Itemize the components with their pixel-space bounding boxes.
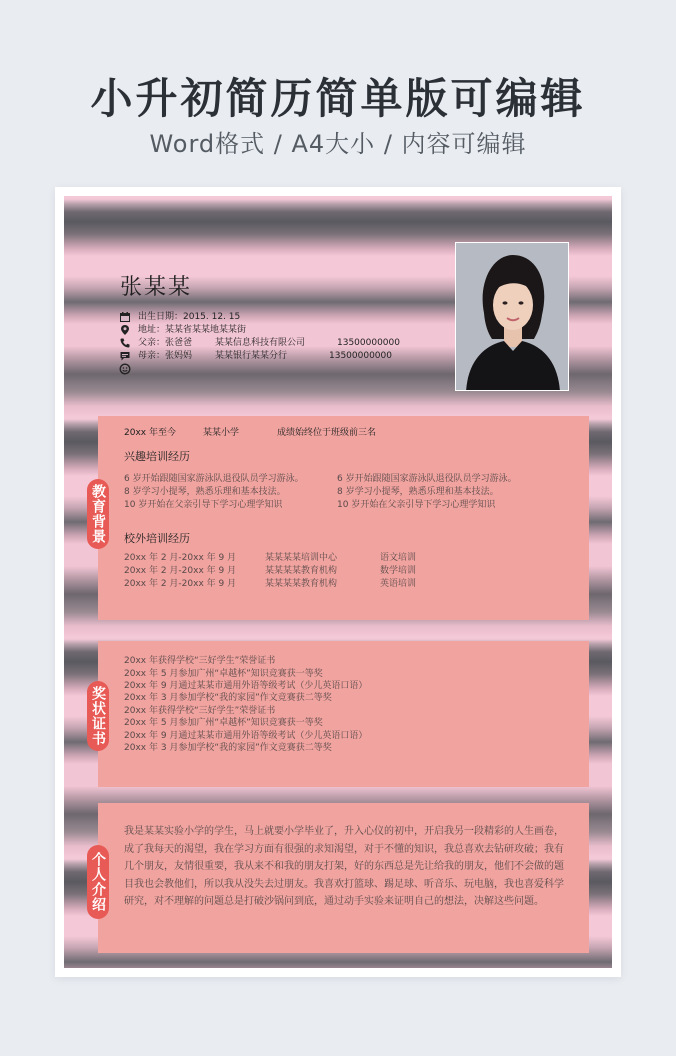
award-item-7: 20xx 年 9 月通过某某市通用外语等级考试（少儿英语口语）: [124, 731, 368, 741]
calendar-icon: [119, 311, 131, 323]
student-name: 张某某: [120, 275, 193, 300]
location-pin-icon: [119, 324, 131, 336]
outside-org-2: 某某某某教育机构: [265, 566, 338, 576]
interest-heading: 兴趣培训经历: [124, 450, 190, 463]
birth-text: 出生日期：2015. 12. 15: [138, 312, 241, 322]
outside-period-2: 20xx 年 2 月-20xx 年 9 月: [124, 566, 237, 576]
intro-tag: 个人介绍: [87, 845, 109, 919]
mother-company: 某某银行某某分行: [215, 351, 288, 361]
award-item-2: 20xx 年 5 月参加广州“卓越杯”知识竞赛获一等奖: [124, 669, 323, 679]
mother-row: [119, 350, 409, 363]
interest-right-2: 8 岁学习小提琴，熟悉乐理和基本技法。: [337, 487, 499, 497]
outside-period-3: 20xx 年 2 月-20xx 年 9 月: [124, 579, 237, 589]
outside-subject-2: 数学培训: [380, 566, 417, 576]
phone-icon: [119, 337, 131, 349]
interest-left-1: 6 岁开始跟随国家游泳队退役队员学习游泳。: [124, 474, 304, 484]
outside-org-3: 某某某某教育机构: [265, 579, 338, 589]
interest-right-1: 6 岁开始跟随国家游泳队退役队员学习游泳。: [337, 474, 517, 484]
outside-org-1: 某某某某培训中心: [265, 553, 338, 563]
father-label: 父亲：张爸爸: [138, 338, 193, 348]
message-icon: [119, 350, 131, 362]
outside-period-1: 20xx 年 2 月-20xx 年 9 月: [124, 553, 237, 563]
award-item-6: 20xx 年 5 月参加广州“卓越杯”知识竞赛获一等奖: [124, 718, 323, 728]
award-item-3: 20xx 年 9 月通过某某市通用外语等级考试（少儿英语口语）: [124, 681, 368, 691]
father-phone: 13500000000: [337, 338, 400, 348]
outside-heading: 校外培训经历: [124, 532, 190, 545]
mother-label: 母亲：张妈妈: [138, 351, 193, 361]
school-note: 成绩始终位于班级前三名: [277, 428, 377, 438]
awards-tag: 奖状证书: [87, 681, 109, 751]
outside-subject-3: 英语培训: [380, 579, 417, 589]
father-row: [119, 337, 409, 350]
intro-paragraph: 我是某某实验小学的学生，马上就要小学毕业了，升入心仪的初中，开启我另一段精彩的人生画卷，成了我每天的渴望，我在学习方面有很强的求知渴望，对于不懂的知识，我总喜欢去钻研攻破；我有几个朋友，友情很重要，我从来不和我的朋友打架，好的东西总是先让给我的朋友，他们不会做的题目我也会教他们，所以我从没失去过朋友。我喜欢打篮球、踢足球、听音乐、玩电脑，我也喜爱科学研究，对不理解的问题总是打破沙锅问到底，通过动手实验来证明自己的想法，决解这些问题。: [124, 826, 564, 908]
interest-left-2: 8 岁学习小提琴，熟悉乐理和基本技法。: [124, 487, 286, 497]
school-name: 某某小学: [203, 428, 240, 438]
interest-left-3: 10 岁开始在父亲引导下学习心理学知识: [124, 500, 283, 510]
interest-right-3: 10 岁开始在父亲引导下学习心理学知识: [337, 500, 496, 510]
school-period: 20xx 年至今: [124, 428, 176, 438]
father-company: 某某信息科技有限公司: [215, 338, 306, 348]
banner-title: 小升初简历简单版可编辑: [90, 74, 586, 123]
award-item-5: 20xx 年获得学校“三好学生”荣誉证书: [124, 706, 276, 716]
award-item-1: 20xx 年获得学校“三好学生”荣誉证书: [124, 656, 276, 666]
outside-subject-1: 语文培训: [380, 553, 417, 563]
portrait-illustration: [456, 243, 569, 391]
banner-subtitle: Word格式 / A4大小 / 内容可编辑: [149, 130, 527, 158]
award-item-8: 20xx 年 3 月参加学校“我的家园”作文竞赛获二等奖: [124, 743, 332, 753]
profile-photo: [455, 242, 569, 391]
mother-phone: 13500000000: [329, 351, 392, 361]
award-item-4: 20xx 年 3 月参加学校“我的家园”作文竞赛获二等奖: [124, 693, 332, 703]
education-tag: 教育背景: [87, 479, 109, 549]
address-text: 地址：某某省某某地某某街: [138, 325, 247, 335]
smile-icon: [119, 363, 131, 375]
